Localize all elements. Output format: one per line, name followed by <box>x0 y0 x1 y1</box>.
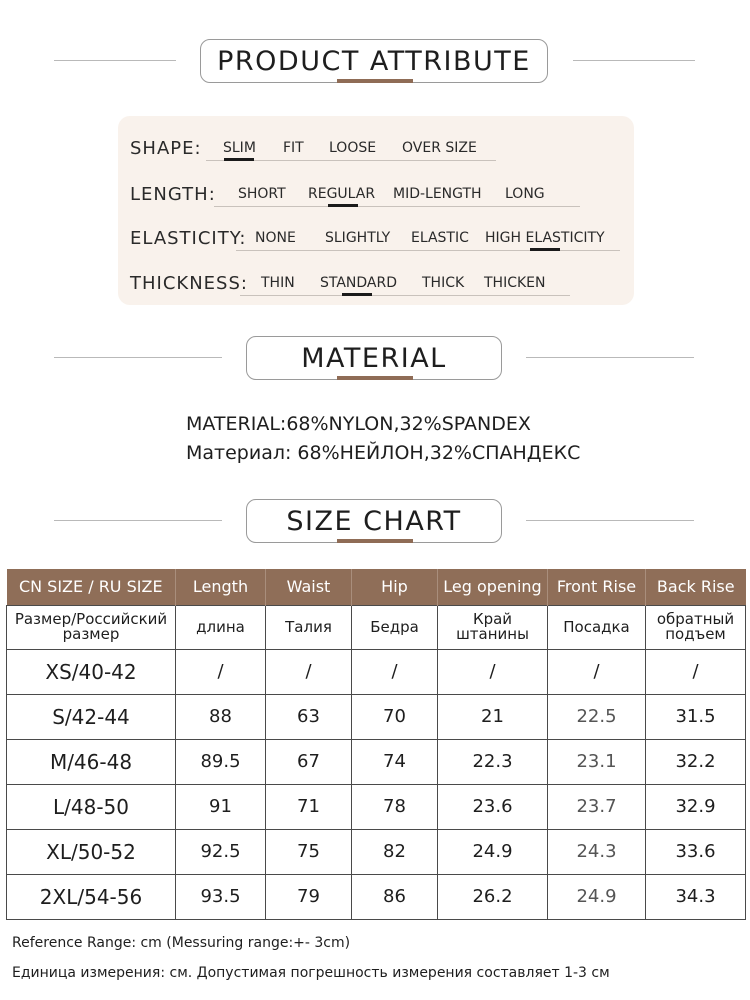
attribute-line <box>236 250 620 251</box>
attribute-option: STANDARD <box>320 275 398 291</box>
table-cell: M/46-48 <box>7 739 176 784</box>
reference-range-note-ru: Единица измерения: см. Допустимая погрешность измерения составляет 1-3 см <box>12 965 610 981</box>
table-cell: 34.3 <box>646 874 746 919</box>
table-cell: / <box>176 649 266 694</box>
table-row <box>7 739 746 784</box>
attribute-option: MID-LENGTH <box>393 186 482 202</box>
material-composition-ru: Материал: 68%НЕЙЛОН,32%СПАНДЕКС <box>186 442 581 464</box>
table-cell: 32.9 <box>646 784 746 829</box>
attribute-option: SLIGHTLY <box>325 230 391 246</box>
table-cell: 91 <box>176 784 266 829</box>
selected-option-marker <box>224 158 254 161</box>
column-header: CN SIZE / RU SIZE <box>7 569 176 605</box>
column-header-ru: Посадка <box>548 605 646 649</box>
column-header: Leg opening <box>438 569 548 605</box>
section-title-pill <box>246 336 502 380</box>
column-header-ru: Размер/Российский размер <box>7 605 176 649</box>
attribute-option: REGULAR <box>308 186 376 202</box>
table-cell: / <box>266 649 352 694</box>
attribute-label: LENGTH: <box>130 184 216 205</box>
column-header: Waist <box>266 569 352 605</box>
material-composition-en: MATERIAL:68%NYLON,32%SPANDEX <box>186 413 531 435</box>
attribute-row-shape <box>118 126 634 166</box>
attribute-option: SHORT <box>238 186 286 202</box>
table-cell: 70 <box>352 694 438 739</box>
table-cell: 78 <box>352 784 438 829</box>
table-cell: 24.9 <box>548 874 646 919</box>
attribute-row-thickness <box>118 261 634 301</box>
attribute-line <box>240 295 570 296</box>
table-cell: 63 <box>266 694 352 739</box>
table-cell: 24.3 <box>548 829 646 874</box>
table-cell: 26.2 <box>438 874 548 919</box>
column-header-ru: Край штанины <box>438 605 548 649</box>
table-cell: 21 <box>438 694 548 739</box>
table-cell: S/42-44 <box>7 694 176 739</box>
attribute-option: THICK <box>422 275 465 291</box>
title-accent-bar <box>337 79 413 83</box>
column-header-ru: обратный подъем <box>646 605 746 649</box>
table-cell: 67 <box>266 739 352 784</box>
divider-line-right <box>526 520 694 521</box>
title-accent-bar <box>337 539 413 543</box>
attribute-label: THICKNESS: <box>130 273 248 294</box>
table-cell: 22.5 <box>548 694 646 739</box>
table-cell: / <box>548 649 646 694</box>
attribute-option: THICKEN <box>484 275 546 291</box>
section-title-pill <box>200 39 548 83</box>
attribute-option: HIGH ELASTICITY <box>485 230 605 246</box>
table-cell: 92.5 <box>176 829 266 874</box>
attribute-option: SLIM <box>223 140 256 156</box>
table-cell: XS/40-42 <box>7 649 176 694</box>
table-cell: 86 <box>352 874 438 919</box>
attribute-row-elasticity <box>118 216 634 256</box>
table-cell: XL/50-52 <box>7 829 176 874</box>
table-row <box>7 874 746 919</box>
table-cell: 33.6 <box>646 829 746 874</box>
column-header: Hip <box>352 569 438 605</box>
product-attribute-panel <box>118 116 634 305</box>
table-cell: 22.3 <box>438 739 548 784</box>
attribute-option: ELASTIC <box>411 230 469 246</box>
table-row <box>7 649 746 694</box>
section-header-material <box>0 336 750 386</box>
table-cell: L/48-50 <box>7 784 176 829</box>
attribute-label: SHAPE: <box>130 138 202 159</box>
divider-line-left <box>54 520 222 521</box>
table-row <box>7 694 746 739</box>
table-cell: 2XL/54-56 <box>7 874 176 919</box>
table-row <box>7 784 746 829</box>
size-chart-table <box>6 569 746 920</box>
reference-range-note-en: Reference Range: cm (Messuring range:+- 3cm) <box>12 935 351 951</box>
table-cell: / <box>352 649 438 694</box>
attribute-row-length <box>118 172 634 212</box>
table-cell: 88 <box>176 694 266 739</box>
table-cell: 32.2 <box>646 739 746 784</box>
table-cell: 23.1 <box>548 739 646 784</box>
table-cell: 74 <box>352 739 438 784</box>
divider-line-left <box>54 60 176 61</box>
column-header: Back Rise <box>646 569 746 605</box>
column-header-ru: Талия <box>266 605 352 649</box>
attribute-option: OVER SIZE <box>402 140 477 156</box>
attribute-label: ELASTICITY: <box>130 228 247 249</box>
table-cell: 89.5 <box>176 739 266 784</box>
attribute-option: LONG <box>505 186 545 202</box>
section-title: MATERIAL <box>301 342 447 374</box>
attribute-line <box>214 206 580 207</box>
attribute-option: NONE <box>255 230 296 246</box>
table-cell: / <box>646 649 746 694</box>
section-header-product-attribute <box>0 39 750 89</box>
table-cell: 82 <box>352 829 438 874</box>
table-subheader-row <box>7 605 746 649</box>
table-cell: / <box>438 649 548 694</box>
section-title: SIZE CHART <box>286 505 462 537</box>
selected-option-marker <box>530 248 560 251</box>
selected-option-marker <box>342 293 372 296</box>
divider-line-left <box>54 357 222 358</box>
divider-line-right <box>526 357 694 358</box>
title-accent-bar <box>337 376 413 380</box>
table-cell: 93.5 <box>176 874 266 919</box>
table-cell: 23.7 <box>548 784 646 829</box>
attribute-option: LOOSE <box>329 140 377 156</box>
column-header: Front Rise <box>548 569 646 605</box>
table-cell: 79 <box>266 874 352 919</box>
column-header: Length <box>176 569 266 605</box>
table-cell: 24.9 <box>438 829 548 874</box>
attribute-option: THIN <box>261 275 295 291</box>
column-header-ru: длина <box>176 605 266 649</box>
table-cell: 75 <box>266 829 352 874</box>
attribute-option: FIT <box>283 140 304 156</box>
table-cell: 23.6 <box>438 784 548 829</box>
table-row <box>7 829 746 874</box>
column-header-ru: Бедра <box>352 605 438 649</box>
section-title: PRODUCT ATTRIBUTE <box>217 45 531 77</box>
table-header-row <box>7 569 746 605</box>
divider-line-right <box>573 60 695 61</box>
section-title-pill <box>246 499 502 543</box>
table-cell: 31.5 <box>646 694 746 739</box>
table-cell: 71 <box>266 784 352 829</box>
selected-option-marker <box>328 204 358 207</box>
section-header-size-chart <box>0 499 750 549</box>
